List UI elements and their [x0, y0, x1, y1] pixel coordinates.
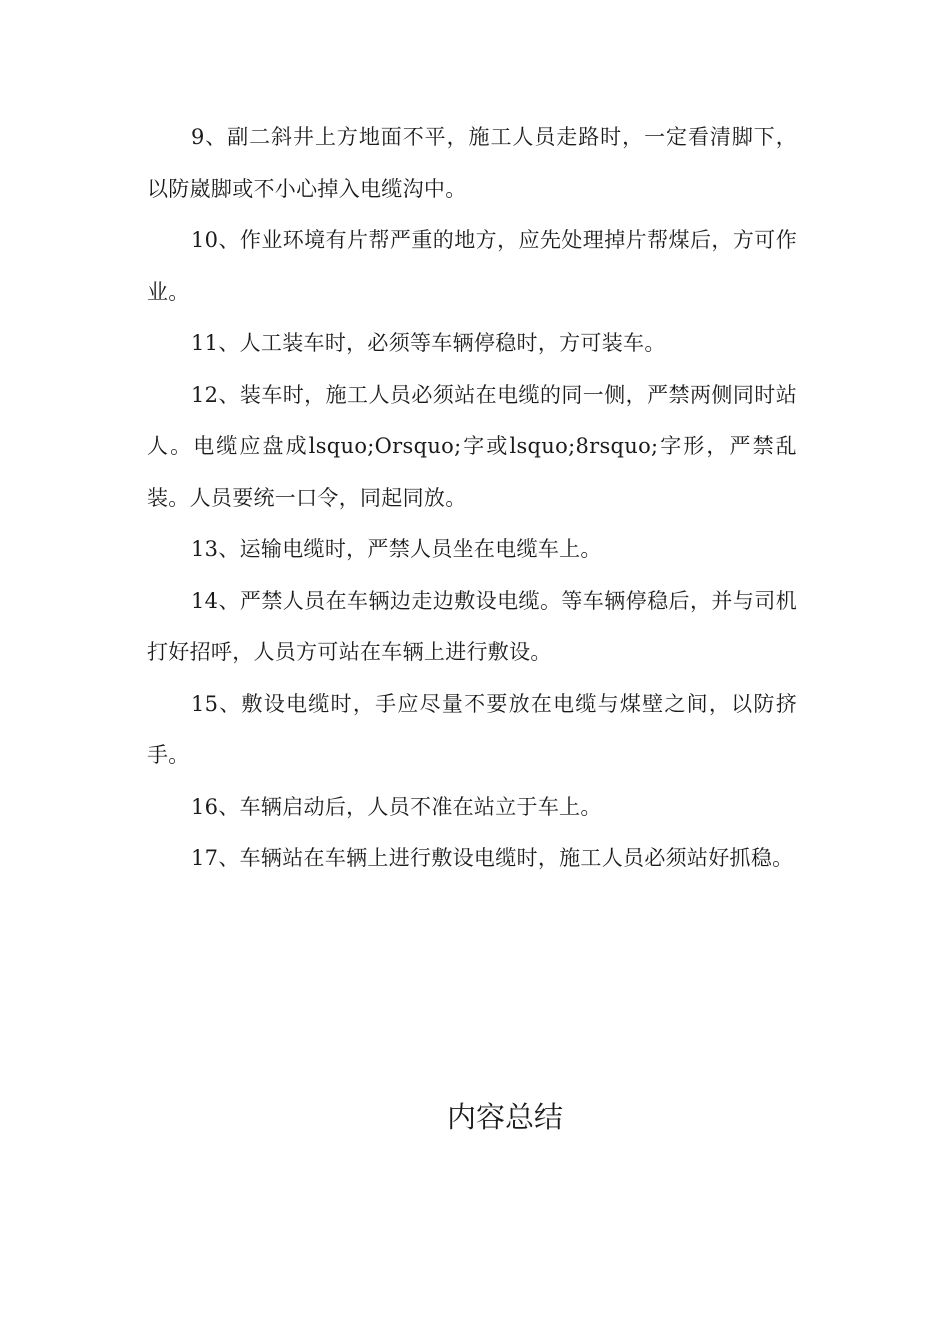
summary-heading: 内容总结 [446, 1100, 563, 1134]
paragraph-item-15: 15、敷设电缆时，手应尽量不要放在电缆与煤壁之间，以防挤手。 [147, 691, 797, 767]
paragraph-item-14: 14、严禁人员在车辆边走边敷设电缆。等车辆停稳后，并与司机打好招呼，人员方可站在车辆上进行敷设。 [147, 588, 797, 664]
paragraph-item-9: 9、副二斜井上方地面不平，施工人员走路时，一定看清脚下，以防崴脚或不小心掉入电缆沟中。 [147, 125, 797, 201]
paragraph-item-11: 11、人工装车时，必须等车辆停稳时，方可装车。 [191, 331, 666, 355]
document-body [147, 112, 797, 885]
paragraph-item-16: 16、车辆启动后，人员不准在站立于车上。 [191, 794, 602, 819]
paragraph-item-10: 10、作业环境有片帮严重的地方，应先处理掉片帮煤后，方可作业。 [147, 228, 797, 304]
paragraph-item-17: 17、车辆站在车辆上进行敷设电缆时，施工人员必须站好抓稳。 [191, 846, 794, 870]
paragraph-item-12: 12、装车时，施工人员必须站在电缆的同一侧，严禁两侧同时站人。电缆应盘成lsquo;Orsquo;字或lsquo;8rsquo;字形，严禁乱装。人员要统一口令，同起同放。 [147, 382, 797, 510]
paragraph-item-13: 13、运输电缆时，严禁人员坐在电缆车上。 [191, 537, 602, 561]
